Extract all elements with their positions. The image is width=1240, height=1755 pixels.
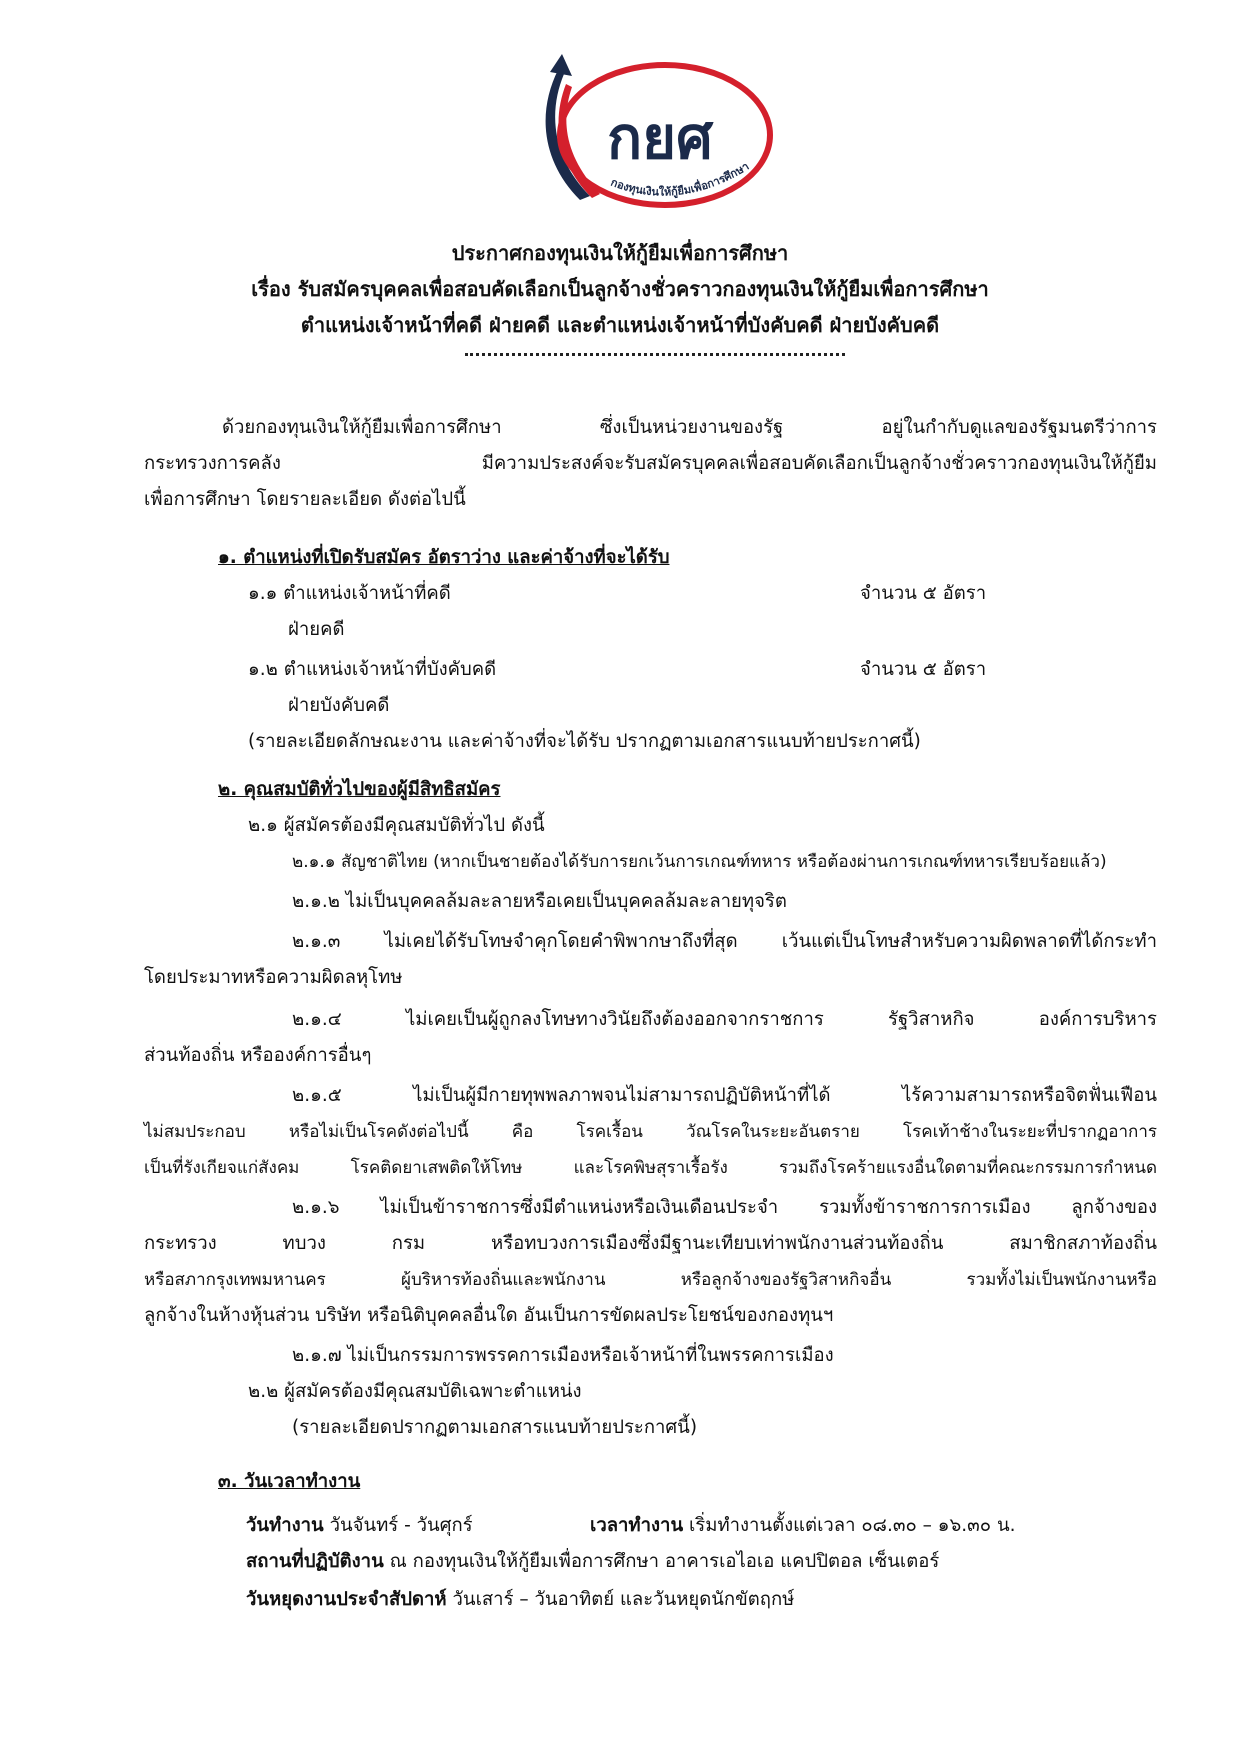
section-2-2-heading: ๒.๒ ผู้สมัครต้องมีคุณสมบัติเฉพาะตำแหน่ง: [248, 1381, 582, 1402]
holiday-row: [246, 1582, 794, 1618]
qualification-5-line-3: เป็นที่รังเกียจแก่สังคม โรคติดยาเสพติดให้โทษ และโรคพิษสุราเรื้อรัง รวมถึงโรคร้ายแรงอื่นใดตามที่คณะกรรมการกำหนด: [144, 1158, 1157, 1178]
header-divider: [465, 353, 845, 356]
qualification-5-line-1: ๒.๑.๕ ไม่เป็นผู้มีกายทุพพลภาพจนไม่สามารถปฏิบัติหน้าที่ได้ ไร้ความสามารถหรือจิตฟั่นเฟือน: [292, 1085, 1157, 1106]
qualification-7: ๒.๑.๗ ไม่เป็นกรรมการพรรคการเมืองหรือเจ้าหน้าที่ในพรรคการเมือง: [292, 1345, 834, 1366]
hours-row: [590, 1508, 1016, 1544]
header-line-3: ตำแหน่งเจ้าหน้าที่คดี ฝ่ายคดี และตำแหน่งเจ้าหน้าที่บังคับคดี ฝ่ายบังคับคดี: [300, 313, 940, 337]
announcement-header: [0, 235, 1240, 343]
position-1-count: จำนวน ๕ อัตรา: [860, 583, 987, 604]
qualification-4-line-1: ๒.๑.๔ ไม่เคยเป็นผู้ถูกลงโทษทางวินัยถึงต้องออกจากราชการ รัฐวิสาหกิจ องค์การบริหาร: [292, 1009, 1157, 1030]
intro-line-2: กระทรวงการคลัง มีความประสงค์จะรับสมัครบุคคลเพื่อสอบคัดเลือกเป็นลูกจ้างชั่วคราวกองทุนเงินให้กู้ยืม: [144, 453, 1157, 474]
workplace-value: ณ กองทุนเงินให้กู้ยืมเพื่อการศึกษา อาคารเอไอเอ แคปปิตอล เซ็นเตอร์: [389, 1551, 940, 1572]
qualification-4-line-2: ส่วนท้องถิ่น หรือองค์การอื่นๆ: [144, 1045, 372, 1066]
header-line-2: เรื่อง รับสมัครบุคคลเพื่อสอบคัดเลือกเป็นลูกจ้างชั่วคราวกองทุนเงินให้กู้ยืมเพื่อการศึกษา: [251, 277, 989, 301]
section-3-title: ๓. วันเวลาทำงาน: [218, 1471, 361, 1492]
qualification-6-line-3: หรือสภากรุงเทพมหานคร ผู้บริหารท้องถิ่นและพนักงาน หรือลูกจ้างของรัฐวิสาหกิจอื่น รวมทั้งไม่เป็นพนักงานหรือ: [144, 1270, 1157, 1290]
qualification-6-line-1: ๒.๑.๖ ไม่เป็นข้าราชการซึ่งมีตำแหน่งหรือเงินเดือนประจำ รวมทั้งข้าราชการการเมือง ลูกจ้างของ: [292, 1197, 1157, 1218]
intro-line-1: ด้วยกองทุนเงินให้กู้ยืมเพื่อการศึกษา ซึ่งเป็นหน่วยงานของรัฐ อยู่ในกำกับดูแลของรัฐมนตรีว่าการ: [222, 417, 1157, 438]
qualification-3-line-1: ๒.๑.๓ ไม่เคยได้รับโทษจำคุกโดยคำพิพากษาถึงที่สุด เว้นแต่เป็นโทษสำหรับความผิดพลาดที่ได้กระทำ: [292, 931, 1157, 952]
section-2-1-heading: ๒.๑ ผู้สมัครต้องมีคุณสมบัติทั่วไป ดังนี้: [248, 815, 545, 836]
workplace-label: สถานที่ปฏิบัติงาน: [246, 1551, 384, 1572]
qualification-6-line-2: กระทรวง ทบวง กรม หรือทบวงการเมืองซึ่งมีฐานะเทียบเท่าพนักงานส่วนท้องถิ่น สมาชิกสภาท้องถิ่น: [144, 1233, 1157, 1254]
qualification-1: ๒.๑.๑ สัญชาติไทย (หากเป็นชายต้องได้รับการยกเว้นการเกณฑ์ทหาร หรือต้องผ่านการเกณฑ์ทหารเรียบร้อยแล้ว): [292, 852, 1107, 872]
logo-arrow-head: [550, 54, 572, 76]
position-2-label: ๑.๒ ตำแหน่งเจ้าหน้าที่บังคับคดี: [248, 659, 497, 680]
workdays-row: [246, 1508, 473, 1544]
qualification-5-line-2: ไม่สมประกอบ หรือไม่เป็นโรคดังต่อไปนี้ คือ โรคเรื้อน วัณโรคในระยะอันตราย โรคเท้าช้างในระยะที่ปรากฏอาการ: [144, 1122, 1157, 1142]
hours-label: เวลาทำงาน: [590, 1515, 684, 1536]
holiday-label: วันหยุดงานประจำสัปดาห์: [246, 1589, 447, 1610]
workplace-row: [246, 1544, 939, 1580]
section-2-2-note: (รายละเอียดปรากฏตามเอกสารแนบท้ายประกาศนี้): [292, 1417, 698, 1438]
qualification-3-line-2: โดยประมาทหรือความผิดลหุโทษ: [144, 967, 403, 988]
holiday-value: วันเสาร์ – วันอาทิตย์ และวันหยุดนักขัตฤกษ์: [452, 1589, 795, 1610]
logo-ring-text: กองทุนเงินให้กู้ยืมเพื่อการศึกษา: [608, 159, 752, 199]
intro-line-3: เพื่อการศึกษา โดยรายละเอียด ดังต่อไปนี้: [144, 489, 466, 510]
header-line-1: ประกาศกองทุนเงินให้กู้ยืมเพื่อการศึกษา: [451, 241, 789, 265]
qualification-6-line-4: ลูกจ้างในห้างหุ้นส่วน บริษัท หรือนิติบุคคลอื่นใด อันเป็นการขัดผลประโยชน์ของกองทุนฯ: [144, 1305, 834, 1326]
logo-wordmark: กยศ: [607, 104, 713, 172]
position-1-dept: ฝ่ายคดี: [288, 619, 345, 640]
section-2-title: ๒. คุณสมบัติทั่วไปของผู้มีสิทธิสมัคร: [218, 779, 501, 800]
section-1-note: (รายละเอียดลักษณะงาน และค่าจ้างที่จะได้รับ ปรากฏตามเอกสารแนบท้ายประกาศนี้): [248, 731, 921, 752]
hours-value: เริ่มทำงานตั้งแต่เวลา ๐๘.๓๐ – ๑๖.๓๐ น.: [688, 1515, 1016, 1536]
qualification-2: ๒.๑.๒ ไม่เป็นบุคคลล้มละลายหรือเคยเป็นบุคคลล้มละลายทุจริต: [292, 891, 787, 912]
section-1-title: ๑. ตำแหน่งที่เปิดรับสมัคร อัตราว่าง และค่าจ้างที่จะได้รับ: [218, 547, 670, 568]
position-2-count: จำนวน ๕ อัตรา: [860, 659, 987, 680]
gsl-fund-logo: [500, 50, 780, 220]
position-1-label: ๑.๑ ตำแหน่งเจ้าหน้าที่คดี: [248, 583, 451, 604]
workdays-value: วันจันทร์ - วันศุกร์: [329, 1515, 473, 1536]
workdays-label: วันทำงาน: [246, 1515, 324, 1536]
position-2-dept: ฝ่ายบังคับคดี: [288, 695, 390, 716]
